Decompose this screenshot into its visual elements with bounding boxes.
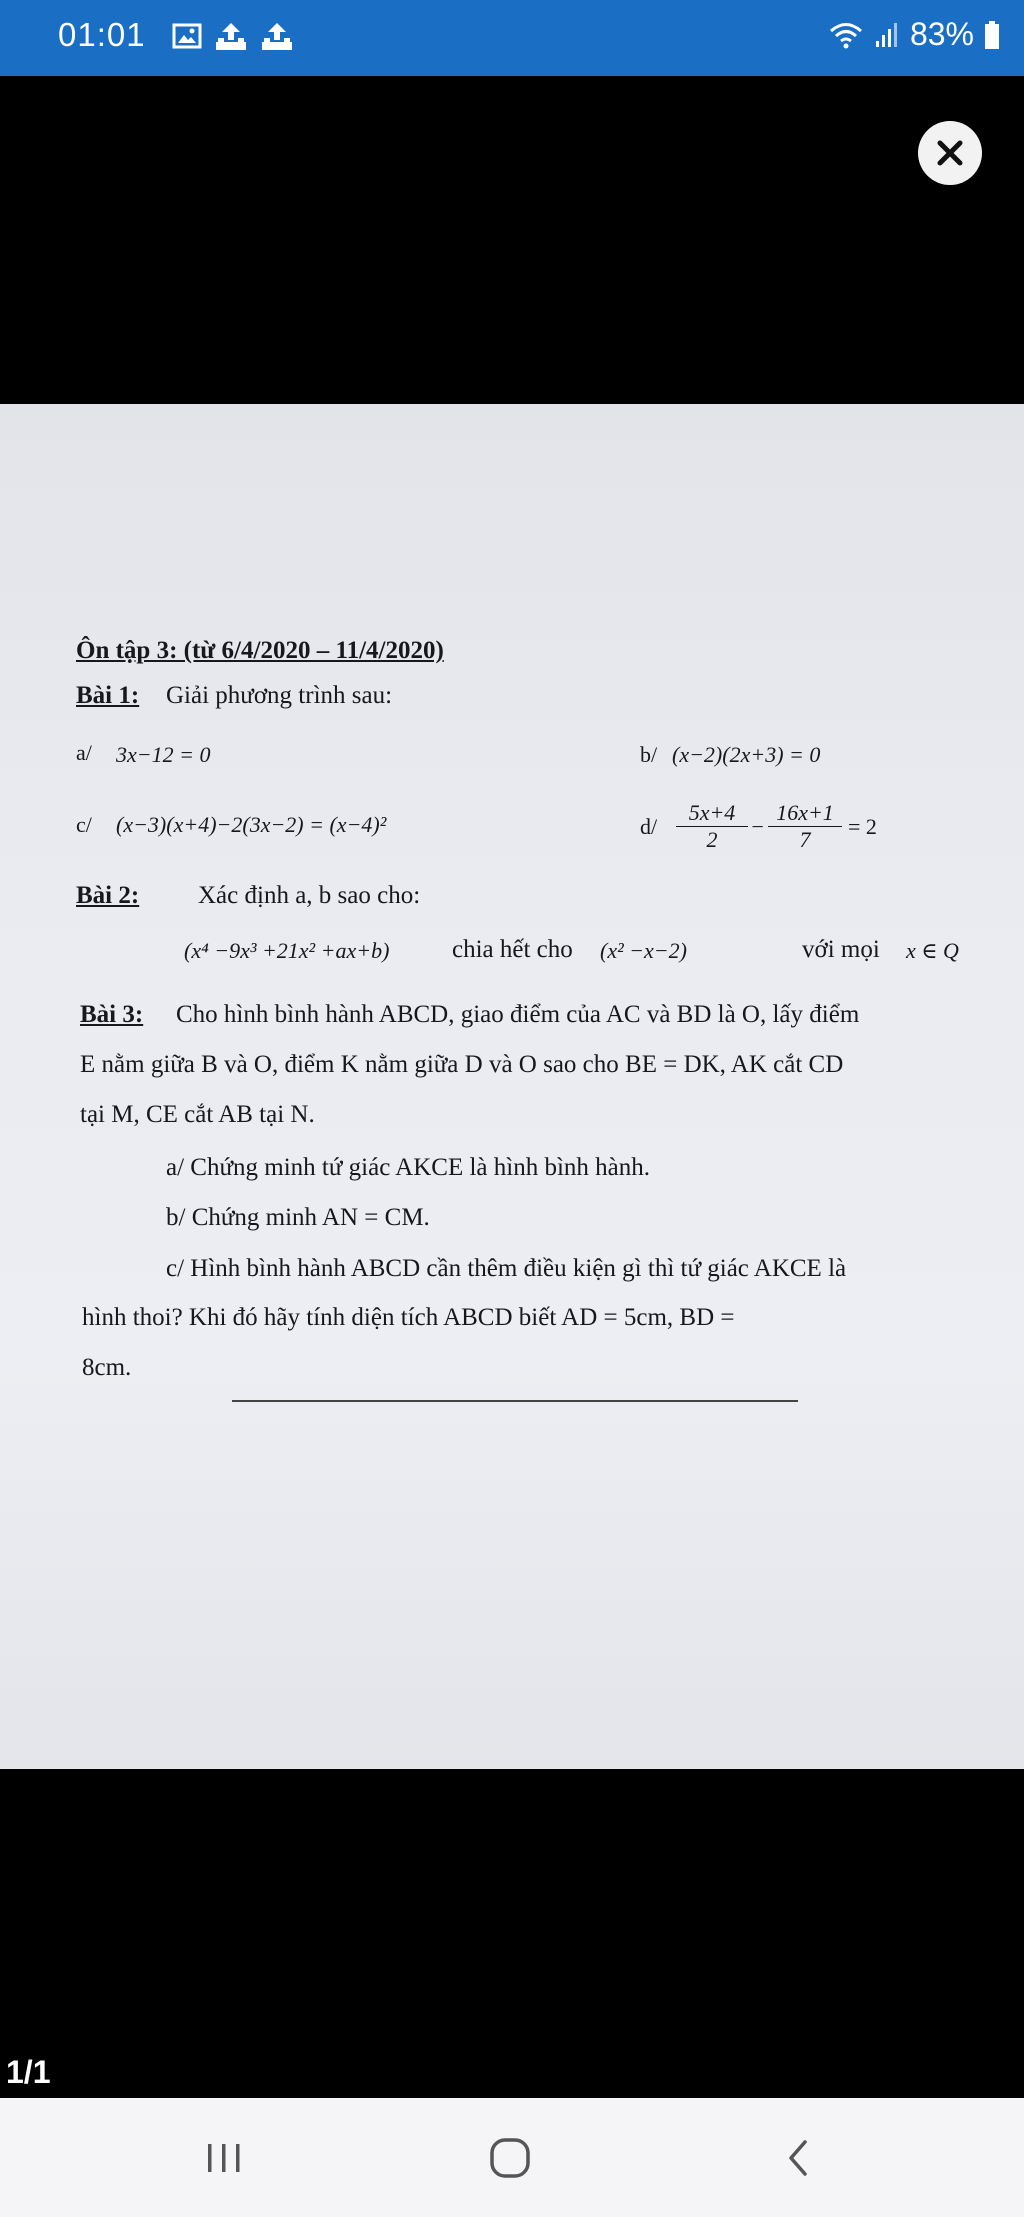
document-title: Ôn tập 3: (từ 6/4/2020 – 11/4/2020) [76, 637, 444, 664]
end-divider [232, 1400, 798, 1402]
bai2-prompt: Xác định a, b sao cho: [198, 882, 421, 909]
document-photo [0, 404, 1024, 1769]
bai1-d-fraction-2 [768, 800, 842, 853]
bai2-condition-text: với mọi [802, 936, 880, 963]
bai3-heading: Bài 3: [80, 1001, 144, 1028]
home-button[interactable] [480, 2128, 540, 2188]
bai1-b-label: b/ [640, 742, 658, 767]
bai3-part-c-line-3: 8cm. [82, 1354, 132, 1381]
viewer-top-area [0, 76, 1024, 404]
bai1-prompt: Giải phương trình sau: [166, 682, 393, 709]
bai1-b-equation: (x−2)(2x+3) = 0 [672, 742, 821, 767]
close-button[interactable] [918, 121, 982, 185]
battery-icon [984, 20, 1000, 50]
bai3-part-a: a/ Chứng minh tứ giác AKCE là hình bình hành. [166, 1154, 650, 1181]
fraction-numerator: 16x+1 [768, 800, 842, 827]
home-icon [488, 2136, 532, 2180]
bai2-connector: chia hết cho [452, 936, 573, 963]
bai3-part-c-line-1: c/ Hình bình hành ABCD cần thêm điều kiện gì thì tứ giác AKCE là [166, 1255, 847, 1282]
fraction-numerator: 5x+4 [676, 800, 748, 827]
bai3-part-c-line-2: hình thoi? Khi đó hãy tính diện tích ABCD biết AD = 5cm, BD = [82, 1304, 735, 1331]
back-icon [783, 2138, 813, 2178]
gallery-icon [172, 22, 202, 50]
bai1-d-rhs: = 2 [848, 814, 877, 839]
notification-icons [172, 22, 294, 52]
bai2-divisor: (x² −x−2) [600, 938, 687, 963]
bai3-part-b: b/ Chứng minh AN = CM. [166, 1204, 430, 1231]
bai3-line-3: tại M, CE cắt AB tại N. [80, 1101, 315, 1128]
back-button[interactable] [768, 2128, 828, 2188]
status-time: 01:01 [58, 16, 146, 53]
navigation-bar [0, 2098, 1024, 2217]
bai1-c-label: c/ [76, 812, 92, 837]
wifi-icon [828, 20, 864, 50]
upload-icon [214, 22, 248, 52]
bai1-d-minus: − [750, 814, 765, 839]
bai2-polynomial: (x⁴ −9x³ +21x² +ax+b) [184, 938, 390, 963]
bai1-a-equation: 3x−12 = 0 [116, 742, 211, 767]
battery-percentage: 83% [909, 16, 974, 52]
bai1-a-label: a/ [76, 740, 92, 765]
fraction-denominator: 7 [799, 827, 811, 852]
bai1-d-fraction-1 [676, 800, 748, 853]
recent-apps-icon [204, 2140, 244, 2176]
close-icon [935, 138, 965, 168]
bai3-line-2: E nằm giữa B và O, điểm K nằm giữa D và O sao cho BE = DK, AK cắt CD [80, 1051, 844, 1078]
bai1-d-label: d/ [640, 814, 658, 839]
page-indicator: 1/1 [6, 2054, 51, 2090]
fraction-denominator: 2 [706, 827, 718, 852]
recent-apps-button[interactable] [194, 2128, 254, 2188]
bai1-heading: Bài 1: [76, 682, 140, 709]
upload-icon [260, 22, 294, 52]
bai1-c-equation: (x−3)(x+4)−2(3x−2) = (x−4)² [116, 812, 387, 837]
bai2-condition-math: x ∈ Q [906, 938, 959, 963]
status-bar [0, 0, 1024, 76]
bai2-heading: Bài 2: [76, 882, 140, 909]
system-icons [828, 16, 1000, 53]
bai3-line-1: Cho hình bình hành ABCD, giao điểm của AC và BD là O, lấy điểm [176, 1001, 860, 1028]
signal-icon [874, 21, 900, 49]
